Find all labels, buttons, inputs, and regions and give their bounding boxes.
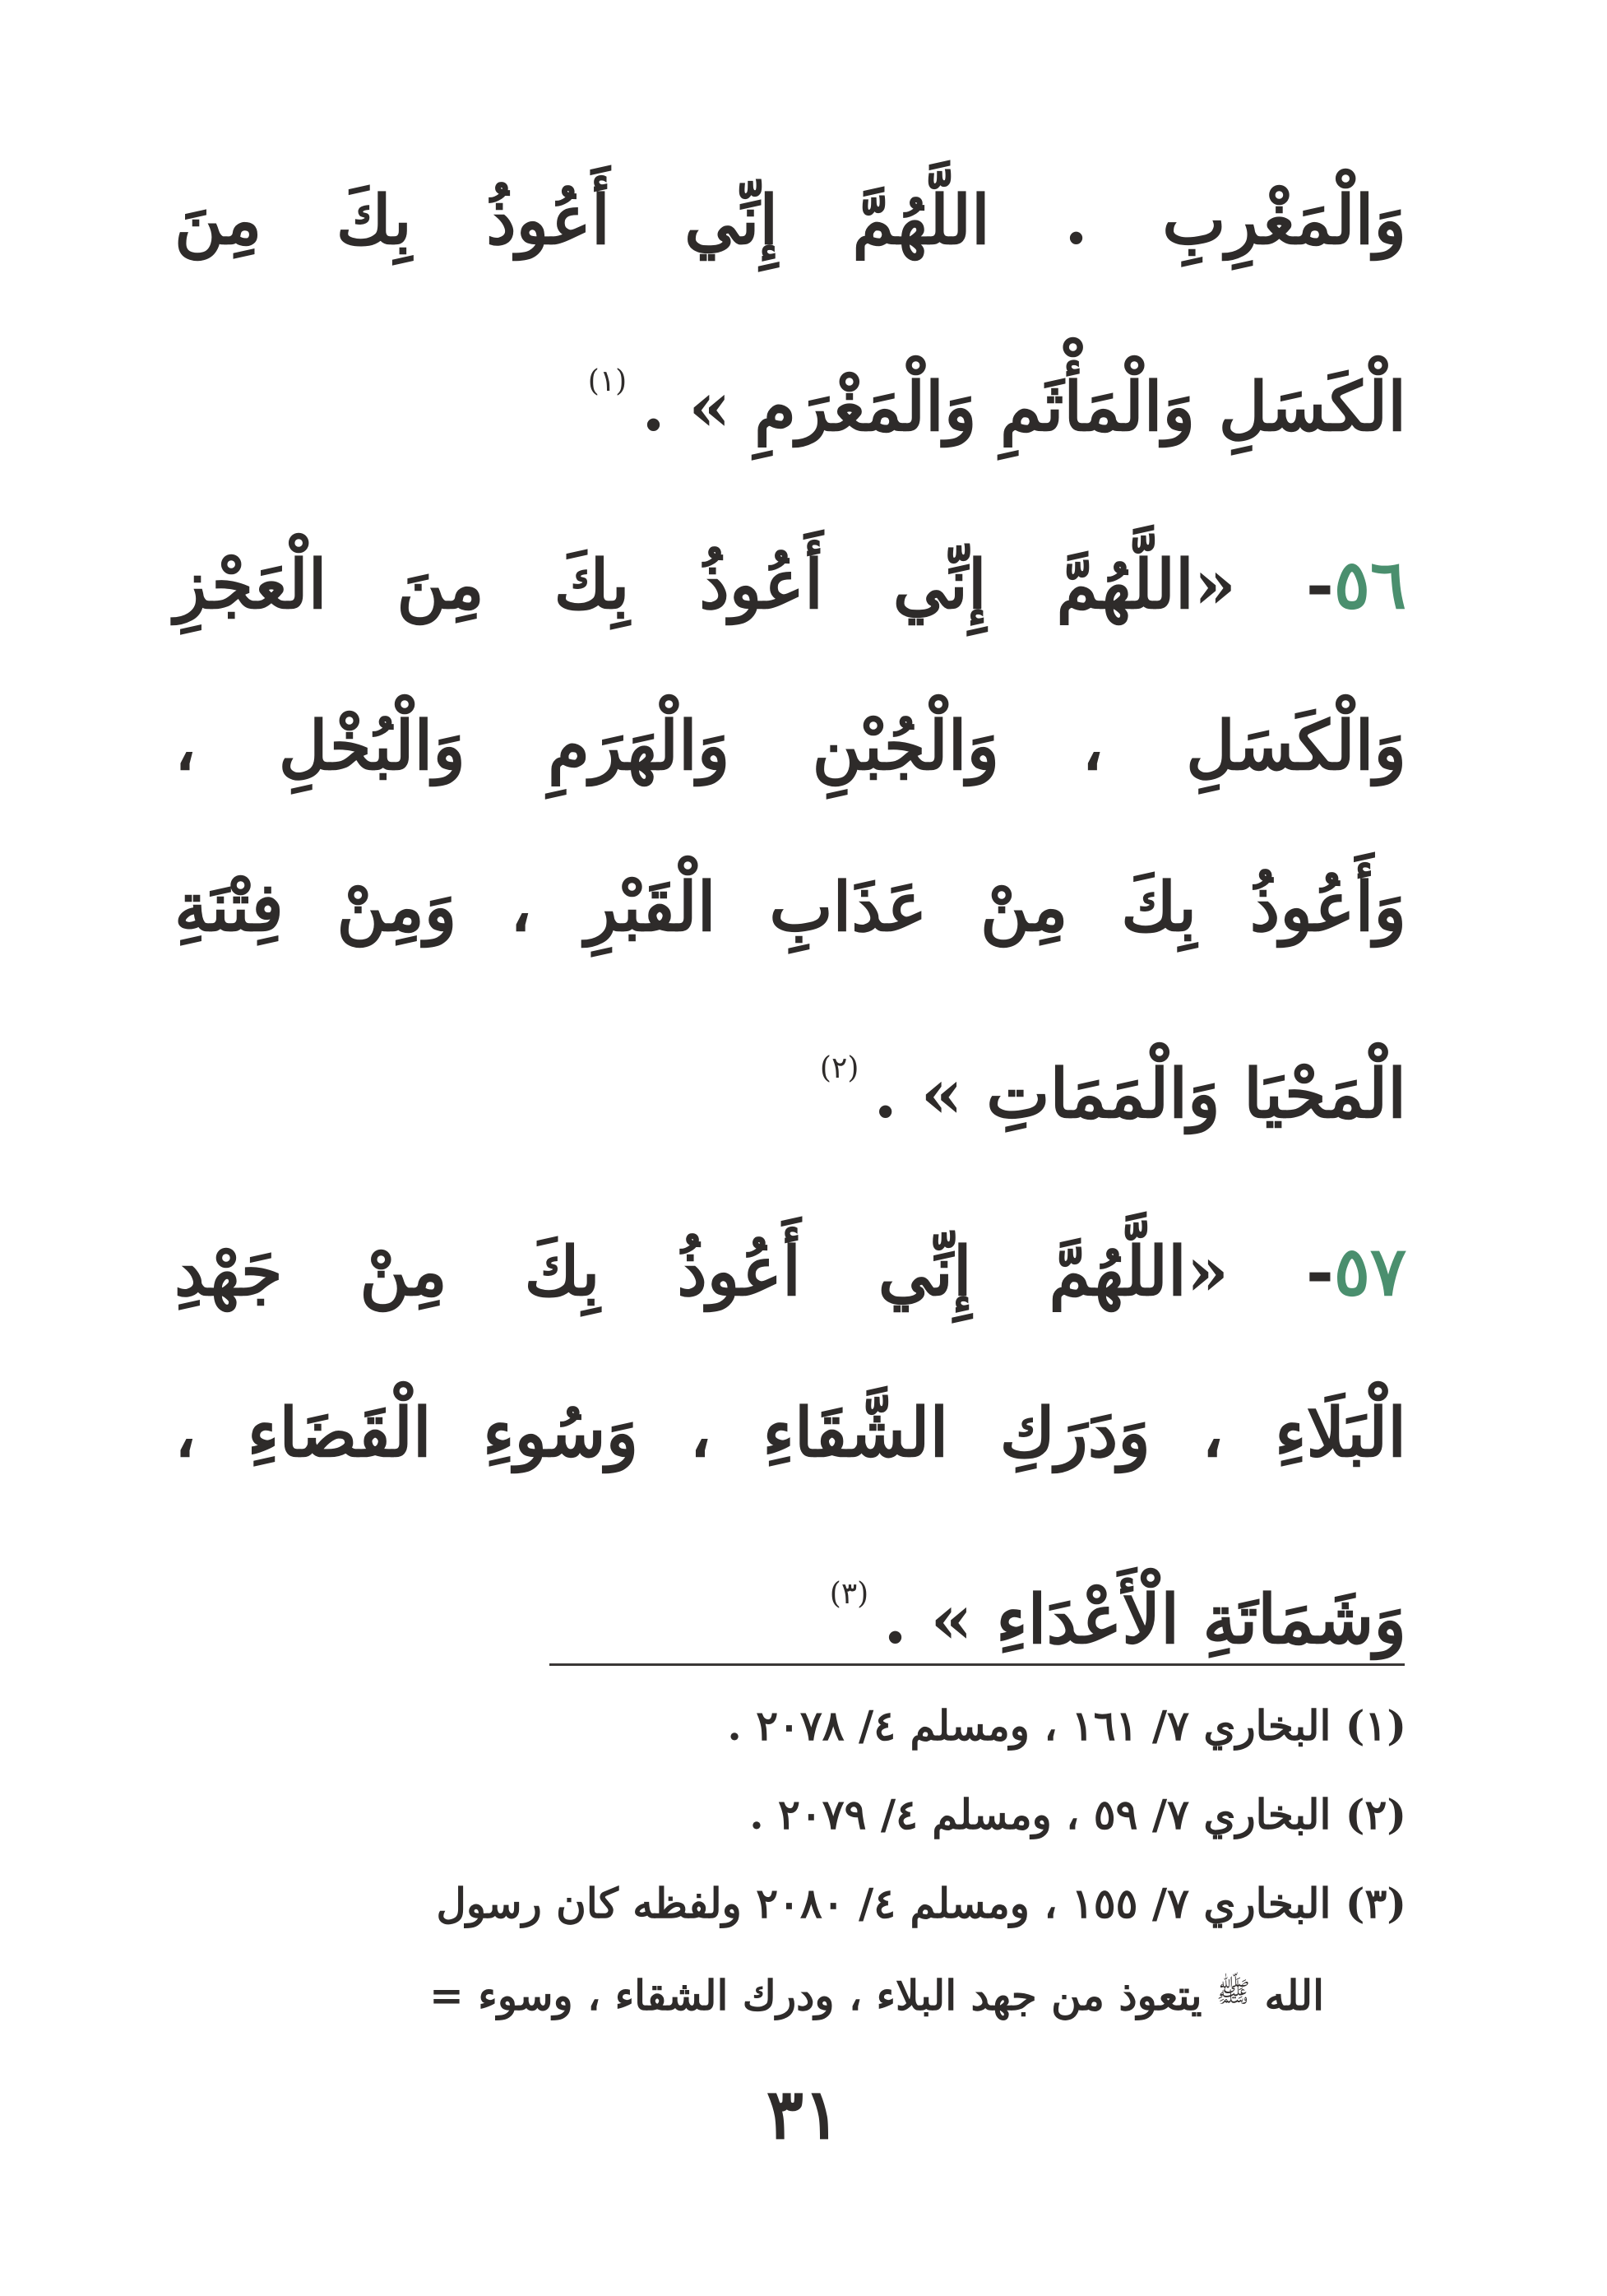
footnotes [164, 1681, 1406, 2040]
text-segment: الْمَحْيَا وَالْمَمَاتِ » . [873, 1055, 1406, 1134]
paragraph-continuation [174, 140, 1406, 488]
dua-number: ٥٧ [1333, 1232, 1406, 1311]
footnote-3: (٣) البخاري ٧/ ١٥٥ ، ومسلم ٤/ ٢٠٨٠ ولفظه كان رسول [436, 1879, 1406, 1927]
footnote-ref: (٢) [819, 1051, 859, 1085]
text-segment: اللَّهُمَّ إِنِّي أَعُوذُ بِكَ مِنَ الْعَجْزِ [174, 545, 1194, 624]
text-segment: الْكَسَلِ وَالْمَأْثَمِ وَالْمَغْرَمِ » . [641, 368, 1406, 447]
text-line: وَالْكَسَلِ ، وَالْجُبْنِ وَالْهَرَمِ وَالْبُخْلِ ، [174, 707, 1406, 786]
text-segment: اللَّهُمَّ إِنِّي أَعُوذُ بِكَ مِنْ جَهْدِ [174, 1232, 1187, 1311]
text-line [174, 1514, 1406, 1700]
dua-56 [174, 504, 1406, 1175]
text-line [174, 988, 1406, 1175]
text-line: وَأَعُوذُ بِكَ مِنْ عَذَابِ الْقَبْرِ ، وَمِنْ فِتْنَةِ [174, 868, 1406, 947]
footnote-divider [549, 1663, 1405, 1666]
text-line [174, 504, 1406, 666]
dash-quote: - « [1193, 545, 1334, 624]
text-line: وَالْمَغْرِبِ . اللَّهُمَّ إِنِّي أَعُوذُ بِكَ مِنَ [174, 181, 1406, 260]
page-number: ٣١ [766, 2073, 841, 2155]
dash-quote: - « [1186, 1232, 1334, 1311]
dua-57 [174, 1191, 1406, 1700]
text-segment: يتعوذ من جهد البلاء ، ودرك الشقاء ، وسوء = [429, 1971, 1202, 2020]
text-line: الْبَلَاءِ ، وَدَرَكِ الشَّقَاءِ ، وَسُوءِ الْقَضَاءِ ، [174, 1394, 1406, 1473]
footnote-3-continuation [164, 1948, 1406, 2040]
text-line [174, 1191, 1406, 1352]
dua-number: ٥٦ [1333, 545, 1406, 624]
footnote-1: (١) البخاري ٧/ ١٦١ ، ومسلم ٤/ ٢٠٧٨ . [727, 1701, 1406, 1750]
salawat-glyph: ﷺ [1216, 1976, 1251, 2009]
text-line [174, 301, 1406, 488]
text-segment: الله [1264, 1971, 1324, 2020]
footnote-ref: (٣) [829, 1577, 869, 1611]
text-segment: وَشَمَاتَةِ الْأَعْدَاءِ » . [883, 1580, 1406, 1659]
footnote-ref: (١) [587, 364, 628, 398]
main-text [174, 140, 1406, 1700]
footnote-2: (٢) البخاري ٧/ ٥٩ ، ومسلم ٤/ ٢٠٧٩ . [749, 1790, 1406, 1839]
